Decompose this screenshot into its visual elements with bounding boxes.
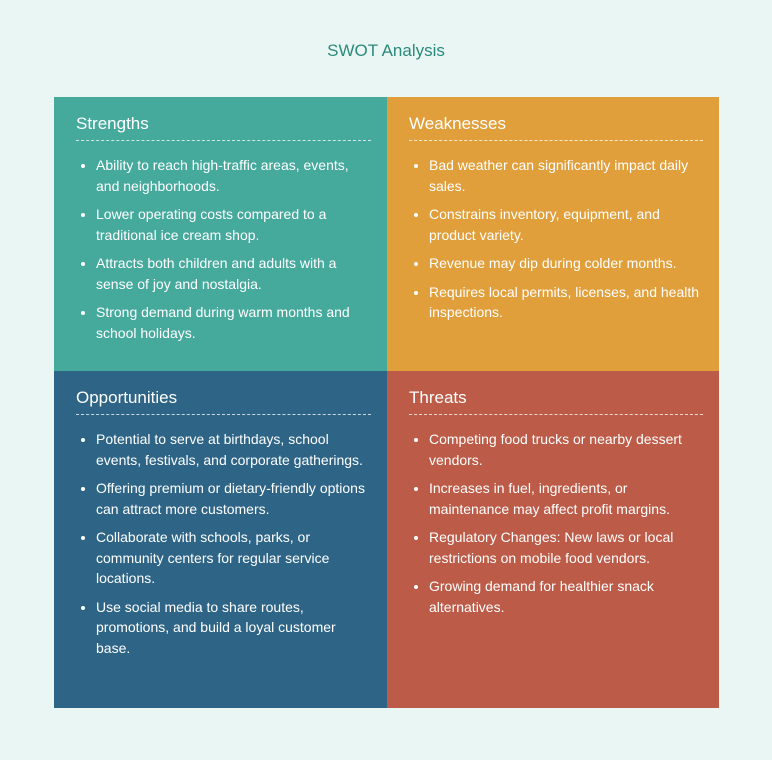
- list-item: • Increases in fuel, ingredients, or maintenance may affect profit margins.: [429, 478, 703, 519]
- list-item: • Bad weather can significantly impact daily sales.: [429, 155, 703, 196]
- opportunities-quadrant: [54, 371, 387, 708]
- list-item: • Offering premium or dietary-friendly options can attract more customers.: [96, 478, 371, 519]
- strengths-quadrant: [54, 97, 387, 371]
- list-item: • Attracts both children and adults with a sense of joy and nostalgia.: [96, 253, 371, 294]
- list-item: • Competing food trucks or nearby dessert vendors.: [429, 429, 703, 470]
- threats-heading: Threats: [409, 387, 703, 415]
- swot-grid: [54, 97, 719, 708]
- opportunities-heading: Opportunities: [76, 387, 371, 415]
- page-title: SWOT Analysis: [327, 41, 445, 60]
- weaknesses-quadrant: [387, 97, 719, 371]
- weaknesses-list: [409, 155, 703, 323]
- list-item: • Collaborate with schools, parks, or community centers for regular service locations.: [96, 527, 371, 589]
- list-item: • Strong demand during warm months and school holidays.: [96, 302, 371, 343]
- list-item: • Ability to reach high-traffic areas, events, and neighborhoods.: [96, 155, 371, 196]
- list-item: • Growing demand for healthier snack alternatives.: [429, 576, 703, 617]
- list-item: • Lower operating costs compared to a traditional ice cream shop.: [96, 204, 371, 245]
- list-item: • Requires local permits, licenses, and health inspections.: [429, 282, 703, 323]
- list-item: • Potential to serve at birthdays, school events, festivals, and corporate gatherings.: [96, 429, 371, 470]
- list-item: • Revenue may dip during colder months.: [429, 253, 703, 274]
- threats-quadrant: [387, 371, 719, 708]
- strengths-heading: Strengths: [76, 113, 371, 141]
- list-item: • Regulatory Changes: New laws or local restrictions on mobile food vendors.: [429, 527, 703, 568]
- opportunities-list: [76, 429, 371, 658]
- weaknesses-heading: Weaknesses: [409, 113, 703, 141]
- list-item: • Use social media to share routes, promotions, and build a loyal customer base.: [96, 597, 371, 659]
- list-item: • Constrains inventory, equipment, and product variety.: [429, 204, 703, 245]
- threats-list: [409, 429, 703, 617]
- strengths-list: [76, 155, 371, 343]
